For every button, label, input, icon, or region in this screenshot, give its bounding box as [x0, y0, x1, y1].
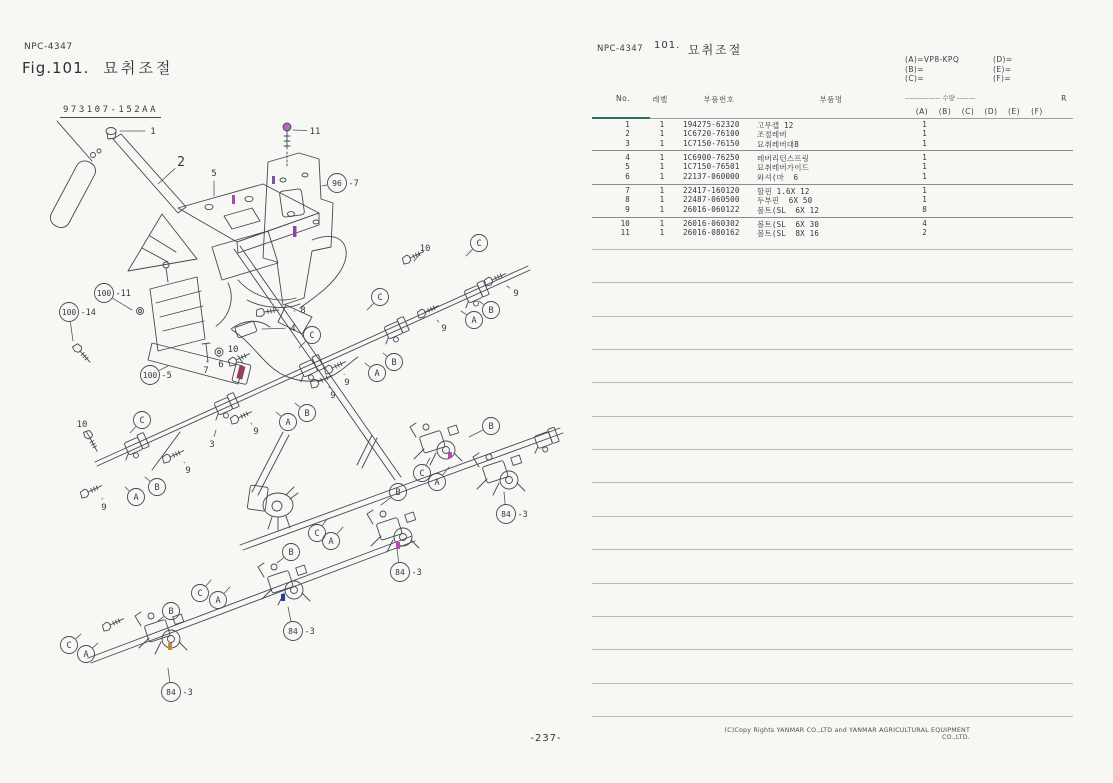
table-row: [592, 228, 1073, 238]
callout-10: 10: [419, 244, 431, 254]
svg-text:-3: -3: [517, 510, 528, 520]
callout-3: 3: [209, 440, 215, 450]
cell-c-nm: 할핀 1.6X 12: [757, 186, 810, 196]
empty-row-rule: [592, 282, 1073, 283]
lever-assembly: [47, 121, 401, 480]
svg-text:B: B: [168, 607, 174, 617]
cell-c-lv: 1: [659, 185, 665, 195]
table-row: [592, 219, 1073, 229]
cell-c-nm: 볼트(SL 6X 30: [757, 219, 820, 229]
cell-c-qa: 2: [922, 228, 927, 237]
cell-c-qa: 1: [922, 129, 927, 138]
empty-row-rule: [592, 316, 1073, 317]
empty-row-rule: [592, 549, 1073, 550]
cell-c-nm: 묘취레버대8: [757, 139, 799, 149]
table-row: [592, 186, 1073, 196]
svg-text:A: A: [215, 596, 221, 606]
cell-c-nm: 레버리턴스프링: [757, 153, 810, 163]
cell-c-lv: 1: [659, 129, 665, 138]
col-header-level: 레벨: [652, 95, 668, 104]
svg-text:-3: -3: [182, 688, 193, 698]
col-header-r: R: [1061, 94, 1067, 103]
cell-c-pn: 26016-080162: [683, 228, 740, 237]
svg-text:C: C: [476, 239, 482, 249]
svg-text:B: B: [488, 422, 494, 432]
table-row: [592, 162, 1073, 172]
empty-row-rule: [592, 382, 1073, 383]
cell-c-pn: 22137-060000: [683, 171, 740, 181]
qty-col-(B): (B): [938, 107, 952, 116]
svg-text:B: B: [395, 488, 401, 498]
svg-text:B: B: [304, 409, 310, 419]
empty-row-rule: [592, 583, 1073, 584]
cell-c-qa: 8: [922, 204, 927, 214]
group-separator: [592, 150, 1073, 151]
empty-row-rule: [592, 449, 1073, 450]
callout-5: 5: [211, 169, 217, 179]
svg-text:84: 84: [166, 688, 176, 697]
cell-c-no: 7: [625, 185, 630, 195]
svg-text:C: C: [419, 469, 425, 479]
cell-c-lv: 1: [659, 162, 665, 171]
svg-text:B: B: [154, 483, 160, 493]
legend-item: (A)=VP8-KPQ: [905, 55, 960, 64]
svg-text:A: A: [434, 478, 440, 488]
svg-text:A: A: [133, 493, 139, 503]
svg-text:100: 100: [142, 371, 158, 380]
svg-text:-3: -3: [411, 568, 422, 578]
cell-c-pn: 1C7150-76150: [683, 138, 740, 148]
model-legend-right: [993, 55, 1013, 84]
svg-text:A: A: [328, 537, 334, 547]
cell-c-no: 8: [625, 195, 630, 204]
legend-item: (E)=: [993, 64, 1012, 74]
empty-row-rule: [592, 516, 1073, 517]
legend-item: (D)=: [993, 55, 1013, 64]
group-separator: [592, 217, 1073, 218]
cell-c-no: 11: [620, 228, 630, 237]
svg-text:B: B: [391, 358, 397, 368]
right-fig-title: 묘취조절: [688, 43, 743, 57]
cell-c-no: 1: [625, 119, 630, 129]
group-separator: [592, 184, 1073, 185]
cell-c-lv: 1: [659, 171, 665, 181]
qty-col-(C): (C): [961, 107, 975, 116]
table-row: [592, 195, 1073, 205]
empty-row-rule: [592, 716, 1073, 717]
empty-row-rule: [592, 616, 1073, 617]
table-row: [592, 205, 1073, 215]
header-rule-accent: [592, 117, 650, 119]
cell-c-lv: 1: [659, 218, 665, 228]
empty-row-rule: [592, 249, 1073, 250]
callout-9: 9: [185, 466, 191, 476]
cell-c-lv: 1: [659, 228, 665, 237]
header-rule: [650, 118, 1073, 119]
svg-text:A: A: [374, 369, 380, 379]
cell-c-pn: 26016-060122: [683, 204, 740, 214]
cell-c-qa: 1: [922, 138, 927, 148]
svg-text:-5: -5: [161, 371, 172, 381]
cell-c-no: 5: [625, 162, 630, 171]
callout-7: 7: [203, 366, 209, 376]
table-row: [592, 120, 1073, 130]
svg-text:-14: -14: [80, 308, 96, 318]
qty-col-(A): (A): [915, 107, 929, 116]
svg-text:C: C: [377, 293, 383, 303]
cell-c-pn: 1C7150-76501: [683, 162, 740, 171]
col-header-qty: --------------- 수량 --------: [905, 94, 976, 102]
cell-c-pn: 22417-160120: [683, 185, 740, 195]
table-row: [592, 129, 1073, 139]
part-ref-label: 973107-152AA: [60, 105, 161, 118]
callout-leader-lines: [70, 130, 509, 682]
cell-c-nm: 조절레버: [757, 130, 787, 139]
cell-c-qa: 1: [922, 152, 927, 162]
svg-text:-3: -3: [304, 627, 315, 637]
cell-c-nm: 와셔(마 6: [757, 172, 799, 182]
cell-c-no: 2: [625, 129, 630, 138]
col-header-part-no: 부품번호: [703, 95, 735, 104]
cell-c-nm: 묘취레버가이드: [757, 163, 810, 172]
fig-title-korean: 묘취조절: [103, 59, 174, 77]
model-legend-left: [905, 55, 959, 84]
page-number: -237-: [530, 733, 562, 744]
cell-c-qa: 1: [922, 162, 927, 171]
col-header-no: No.: [616, 94, 630, 103]
cell-c-nm: 고무캡 12: [757, 120, 794, 130]
cell-c-no: 4: [625, 152, 630, 162]
cell-c-lv: 1: [659, 152, 665, 162]
legend-item: (B)=: [905, 64, 924, 74]
callout-10: 10: [76, 420, 88, 430]
left-doc-code: NPC-4347: [24, 42, 73, 52]
callout-9: 9: [441, 324, 447, 334]
cell-c-lv: 1: [659, 119, 665, 129]
empty-row-rule: [592, 416, 1073, 417]
cell-c-lv: 1: [659, 138, 665, 148]
svg-text:84: 84: [501, 510, 511, 519]
cell-c-pn: 194275-62320: [683, 119, 740, 129]
cell-c-lv: 1: [659, 195, 665, 204]
cell-c-pn: 22487-060500: [683, 195, 740, 204]
empty-row-rule: [592, 349, 1073, 350]
qty-col-(D): (D): [984, 107, 998, 116]
cell-c-qa: 1: [922, 171, 927, 181]
callout-labels: [60, 127, 528, 702]
legend-item: (F)=: [993, 74, 1012, 83]
qty-col-(E): (E): [1007, 107, 1021, 116]
empty-row-rule: [592, 482, 1073, 483]
table-row: [592, 153, 1073, 163]
svg-text:B: B: [288, 548, 294, 558]
cell-c-qa: 1: [922, 195, 927, 204]
cell-c-no: 9: [625, 204, 630, 214]
frame-bracket-assembly: [72, 262, 252, 385]
cell-c-pn: 1C6720-76100: [683, 129, 740, 138]
cell-c-qa: 4: [922, 218, 927, 228]
col-header-part-name: 부품명: [819, 95, 843, 104]
callout-9: 9: [344, 378, 350, 388]
cell-c-qa: 1: [922, 119, 927, 129]
callout-9: 9: [253, 427, 259, 437]
callout-9: 9: [101, 503, 107, 513]
svg-text:C: C: [139, 416, 145, 426]
svg-text:-7: -7: [348, 179, 359, 189]
cell-c-pn: 1C6900-76250: [683, 152, 740, 162]
fig-label: Fig.101.: [22, 59, 90, 77]
table-row: [592, 172, 1073, 182]
callout-11: 11: [309, 127, 321, 137]
svg-text:96: 96: [332, 179, 342, 188]
svg-text:A: A: [471, 316, 477, 326]
empty-row-rule: [592, 683, 1073, 684]
cell-c-lv: 1: [659, 204, 665, 214]
callout-1: 1: [150, 127, 156, 137]
cell-c-pn: 26016-060302: [683, 218, 740, 228]
callout-9: 9: [330, 391, 336, 401]
svg-text:-11: -11: [115, 289, 131, 299]
beam-units-assembly: [88, 423, 563, 663]
empty-row-rule: [592, 649, 1073, 650]
callout-10: 10: [227, 345, 239, 355]
callout-2: 2: [177, 155, 185, 170]
svg-text:B: B: [488, 306, 494, 316]
cell-c-nm: 두부핀 6X 50: [757, 196, 813, 205]
cell-c-no: 6: [625, 171, 630, 181]
cell-c-no: 10: [620, 218, 630, 228]
svg-text:A: A: [83, 650, 89, 660]
svg-text:100: 100: [96, 289, 112, 298]
svg-text:C: C: [66, 641, 72, 651]
callout-6: 6: [218, 360, 224, 370]
copyright: (C)Copy Rights YANMAR CO.,LTD and YANMAR AGRICULTURAL EQUIPMENT CO.,LTD.: [724, 727, 970, 741]
svg-text:C: C: [314, 529, 320, 539]
callout-9: 9: [513, 289, 519, 299]
cell-c-no: 3: [625, 138, 630, 148]
guide-bracket: [247, 123, 346, 334]
table-row: [592, 139, 1073, 149]
svg-text:100: 100: [61, 308, 77, 317]
svg-text:84: 84: [288, 627, 298, 636]
cell-c-qa: 1: [922, 185, 927, 195]
svg-text:C: C: [197, 589, 203, 599]
cell-c-nm: 볼트(SL 8X 16: [757, 229, 820, 238]
callout-4: 4: [290, 324, 296, 334]
right-doc-code: NPC-4347: [597, 44, 644, 54]
right-fig-no: 101.: [654, 40, 681, 51]
svg-text:84: 84: [395, 568, 405, 577]
callout-8: 8: [300, 306, 306, 316]
cell-c-nm: 볼트(SL 6X 12: [757, 205, 820, 215]
qty-col-(F): (F): [1031, 107, 1043, 116]
svg-text:A: A: [285, 418, 291, 428]
svg-text:C: C: [309, 331, 315, 341]
legend-item: (C)=: [905, 74, 924, 83]
